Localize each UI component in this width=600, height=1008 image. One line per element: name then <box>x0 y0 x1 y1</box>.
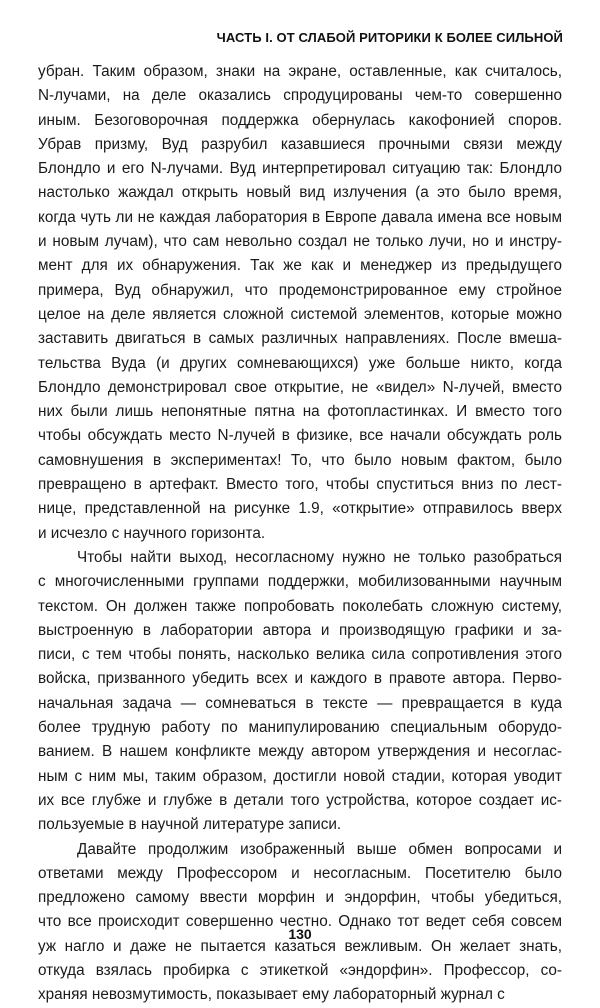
text-line: настолько жаждал открыть новый вид излучения (а это было время, <box>38 184 562 202</box>
text-line: выстроенную в лаборатории автора и производящую графики и за- <box>38 621 562 639</box>
text-line: заставить двигаться в самых различных направлениях. После вмеша- <box>38 330 562 348</box>
text-line: иным. Безоговорочная поддержка обернулась какофонией споров. <box>38 111 562 129</box>
page-number: 130 <box>288 926 312 942</box>
text-line: храняя невозмутимость, показывает ему лабораторный журнал с <box>38 986 505 1004</box>
text-line: предложено самому ввести морфин и эндорфин, чтобы убедиться, <box>38 889 562 907</box>
text-line: них были лишь непонятные пятна на фотопластинках. И вместо того <box>38 403 562 421</box>
text-line: тельства Вуда (и других сомневающихся) уже больше никто, когда <box>38 354 562 372</box>
text-line: самовнушения в экспериментах! То, что было новым фактом, было <box>38 451 562 469</box>
text-line: откуда взялась пробирка с этикеткой «эндорфин». Профессор, со- <box>38 961 562 979</box>
text-line: Блондло и его N-лучами. Вуд интерпретировал ситуацию так: Блондло <box>38 160 562 178</box>
text-line: когда чуть ли не каждая лаборатория в Европе давала имена все новым <box>38 208 562 226</box>
text-line: что все происходит совершенно честно. Однако тот ведет себя совсем <box>38 913 562 931</box>
text-line: с многочисленными группами поддержки, мобилизованными научным <box>38 573 562 591</box>
text-line: Блондло демонстрировал свое открытие, не «видел» N-лучей, вместо <box>38 378 562 396</box>
body-text <box>38 60 562 1008</box>
text-line: войска, призванного убедить всех и каждого в правоте автора. Перво- <box>38 670 562 688</box>
text-line: начальная задача — сомневаться в тексте — превращается в куда <box>38 694 562 712</box>
text-line: писи, с тем чтобы понять, насколько велика сила сопротивления этого <box>38 646 562 664</box>
text-line: ванием. В нашем конфликте между автором утверждения и несоглас- <box>38 743 562 761</box>
paragraph <box>38 838 562 1008</box>
text-line: ответами между Профессором и несогласным. Посетителю было <box>38 864 562 882</box>
text-line: убран. Таким образом, знаки на экране, оставленные, как считалось, <box>38 63 562 80</box>
text-line: пользуемые в научной литературе записи. <box>38 816 342 834</box>
text-line: Убрав призму, Вуд разрубил казавшиеся прочными связи между <box>38 135 562 153</box>
text-line: целое на деле является сложной системой элементов, которые можно <box>38 305 562 323</box>
text-line: текстом. Он должен также попробовать поколебать сложную систему, <box>38 597 562 615</box>
text-line: их все глубже и глубже в детали того устройства, которое создает ис- <box>38 791 562 809</box>
text-line: Давайте продолжим изображенный выше обмен вопросами и <box>77 840 562 858</box>
text-line: более трудную работу по манипулированию специальным оборудо- <box>38 719 562 737</box>
text-line: примера, Вуд обнаружил, что продемонстрированное ему стройное <box>38 281 562 299</box>
text-line: и новым лучам), что сам невольно создал не только лучи, но и инстру- <box>38 233 562 251</box>
text-line: и исчезло с научного горизонта. <box>38 524 266 542</box>
text-line: чтобы обсуждать место N-лучей в физике, все начали обсуждать роль <box>38 427 562 445</box>
paragraph <box>38 546 562 838</box>
text-line: уж нагло и даже не пытается казаться вежливым. Он желает знать, <box>38 937 562 955</box>
text-line: нице, представленной на рисунке 1.9, «открытие» отправилось вверх <box>38 500 562 518</box>
text-line: превращено в артефакт. Вместо того, чтобы спуститься вниз по лест- <box>38 476 562 494</box>
text-line: ным с ним мы, таким образом, достигли новой стадии, которая уводит <box>38 767 562 785</box>
running-head: ЧАСТЬ I. ОТ СЛАБОЙ РИТОРИКИ К БОЛЕЕ СИЛЬНОЙ <box>216 30 563 45</box>
text-line: мент для их обнаружения. Так же как и менеджер из предыдущего <box>38 257 562 275</box>
paragraph <box>38 60 562 546</box>
text-line: Чтобы найти выход, несогласному нужно не только разобраться <box>77 548 562 566</box>
text-line: N-лучами, на деле оказались спродуцированы чем-то совершенно <box>38 87 562 105</box>
